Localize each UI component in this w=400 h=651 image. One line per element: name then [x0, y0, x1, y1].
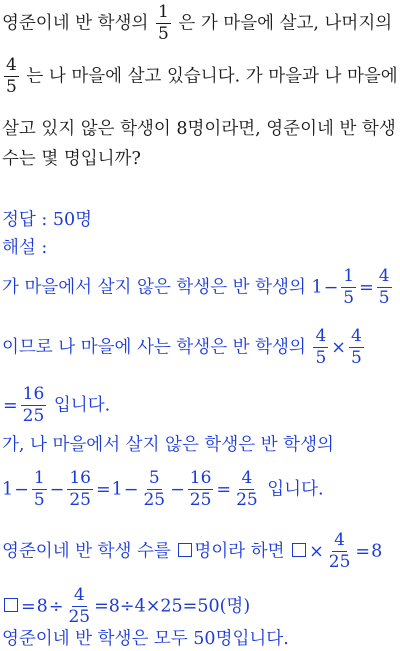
- denominator: 5: [157, 24, 169, 44]
- answer-label: 정답 : 50명: [2, 210, 93, 230]
- denominator: 5: [378, 288, 390, 308]
- explanation-step-7: [2, 587, 250, 626]
- minus-sign: −: [170, 479, 185, 500]
- numerator: 4: [73, 585, 85, 605]
- step-text: 가 마을에서 살지 않은 학생은 반 학생의: [2, 277, 306, 298]
- question-line-3: 살고 있지 않은 학생이 8명이라면, 영준이네 반 학생: [2, 119, 396, 139]
- numerator: 5: [148, 468, 160, 488]
- fraction: [141, 470, 167, 509]
- fraction: [327, 532, 353, 571]
- step-text: 입니다.: [267, 479, 324, 500]
- math-number: 8: [371, 541, 383, 562]
- step-text: 명이라 하면: [194, 541, 285, 562]
- equals-sign: =: [3, 395, 18, 416]
- numerator: 16: [22, 384, 45, 404]
- explanation-step-1: [2, 268, 394, 307]
- numerator: 16: [69, 468, 91, 488]
- denominator: 25: [143, 490, 166, 510]
- numerator: 4: [378, 266, 390, 286]
- denominator: 5: [6, 77, 17, 97]
- numerator: 4: [241, 468, 253, 488]
- math-number: 1: [111, 479, 123, 500]
- question-line-2: [2, 57, 398, 96]
- question-line-4: 수는 몇 명입니까?: [2, 149, 141, 169]
- minus-sign: −: [14, 479, 29, 500]
- math-number: 1: [311, 277, 323, 298]
- fraction: [21, 386, 47, 425]
- math-number: 1: [2, 479, 14, 500]
- fraction: [67, 470, 93, 509]
- divide-sign: ÷: [48, 596, 64, 617]
- minus-sign: −: [323, 277, 339, 298]
- equals-sign: =: [21, 596, 36, 617]
- denominator: 25: [328, 552, 351, 572]
- denominator: 25: [68, 607, 91, 627]
- step-text: 이므로 나 마을에 사는 학생은 반 학생의: [2, 337, 306, 358]
- numerator: 16: [189, 468, 212, 488]
- blank-box-icon: [292, 543, 306, 557]
- explanation-conclusion: 영준이네 반 학생은 모두 50명입니다.: [2, 629, 289, 649]
- equals-sign: =: [359, 277, 374, 298]
- minus-sign: −: [123, 479, 139, 500]
- fraction: [341, 268, 356, 307]
- fraction: [349, 328, 364, 367]
- question-text: 은 가 마을에 살고, 나머지의: [178, 13, 393, 34]
- times-sign: ×: [331, 337, 346, 358]
- denominator: 25: [189, 490, 212, 510]
- equals-sign: =: [355, 541, 371, 562]
- equals-sign: =: [95, 479, 111, 500]
- numerator: 4: [315, 326, 327, 346]
- fraction-one-fifth: [156, 4, 171, 43]
- question-text: 는 나 마을에 살고 있습니다. 가 마을과 나 마을에: [26, 66, 398, 87]
- denominator: 5: [33, 490, 45, 510]
- fraction: [32, 470, 47, 509]
- fraction-four-fifths: [4, 57, 19, 96]
- times-sign: ×: [309, 541, 324, 562]
- step-text: 영준이네 반 학생 수를: [2, 541, 171, 562]
- explanation-step-4: 가, 나 마을에서 살지 않은 학생은 반 학생의: [2, 435, 334, 455]
- denominator: 5: [343, 288, 355, 308]
- denominator: 5: [350, 348, 362, 368]
- explanation-step-5: [2, 470, 324, 509]
- denominator: 25: [69, 490, 91, 510]
- question-line-1: [2, 4, 392, 43]
- fraction: [234, 470, 260, 509]
- explanation-step-3: [2, 386, 110, 425]
- fraction: [313, 328, 328, 367]
- fraction: [377, 268, 392, 307]
- numerator: 4: [350, 326, 362, 346]
- numerator: 1: [33, 468, 45, 488]
- step-text: 입니다.: [53, 395, 111, 416]
- minus-sign: −: [49, 479, 65, 500]
- equals-sign: =: [216, 479, 232, 500]
- fraction: [188, 470, 214, 509]
- question-text: 영준이네 반 학생의: [2, 13, 149, 34]
- blank-box-icon: [178, 543, 192, 557]
- blank-box-icon: [4, 598, 18, 612]
- denominator: 5: [315, 348, 327, 368]
- numerator: 4: [6, 55, 17, 75]
- denominator: 25: [22, 406, 45, 426]
- explanation-label: 해설 :: [2, 238, 48, 258]
- numerator: 1: [343, 266, 355, 286]
- numerator: 4: [334, 530, 345, 550]
- numerator: 1: [157, 2, 169, 22]
- math-expression: =8÷4×25=50(명): [94, 596, 251, 617]
- math-number: 8: [36, 596, 48, 617]
- explanation-step-6: [2, 532, 382, 571]
- fraction: [66, 587, 92, 626]
- explanation-step-2: [2, 328, 366, 367]
- denominator: 25: [236, 490, 258, 510]
